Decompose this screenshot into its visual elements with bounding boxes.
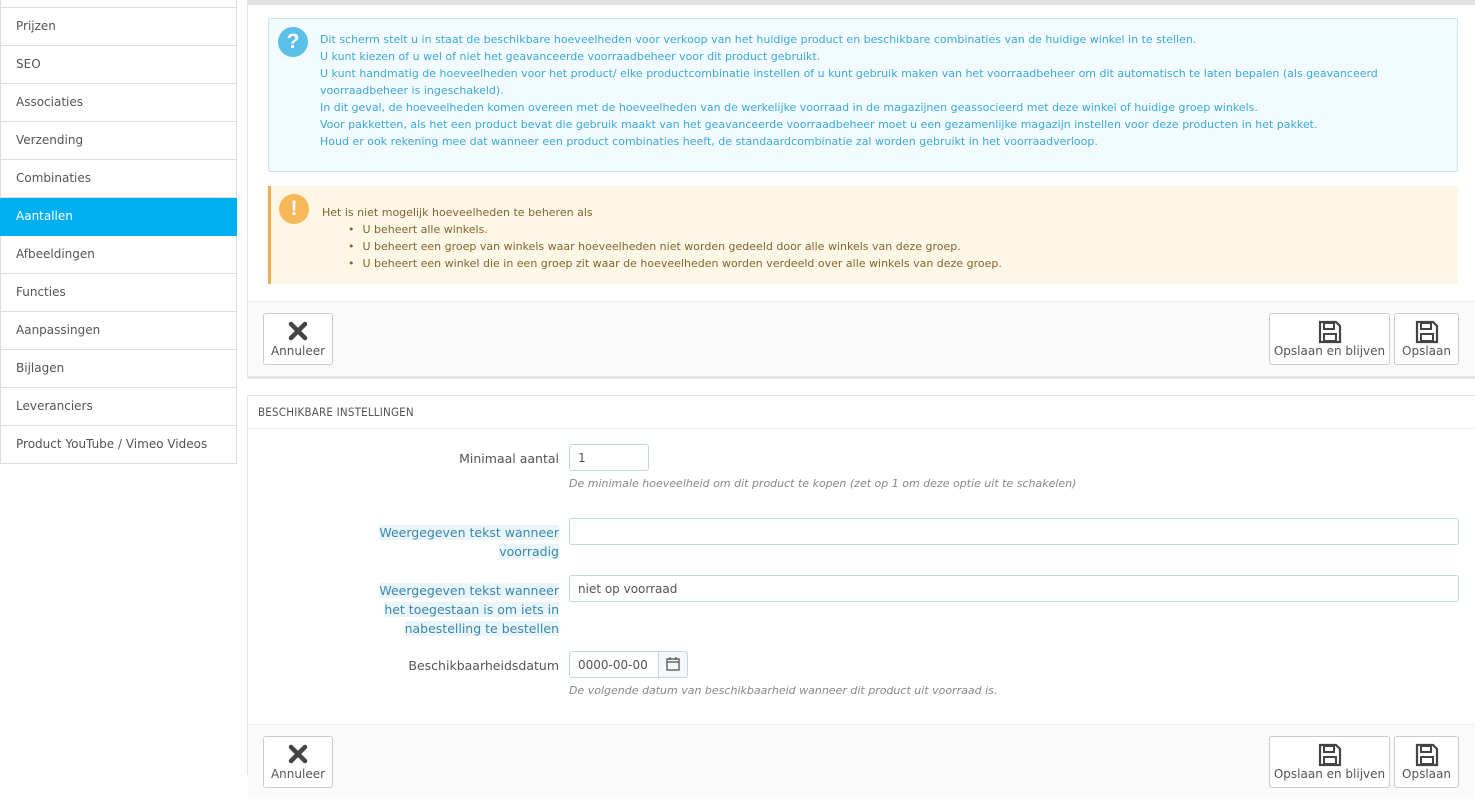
info-line: U kunt handmatig de hoeveelheden voor het product/ elke productcombinatie instellen of u kunt gebruik maken van het voorraadbeheer om dit automatisch te laten bepalen (als geavanceerd [320, 67, 1378, 80]
info-line: Houd er ook rekening mee dat wanneer een product combinaties heeft, de standaardcombinatie zal worden gebruikt in het voorraadverloop. [320, 135, 1098, 148]
backorder-label [379, 581, 559, 638]
availability-date-label: Beschikbaarheidsdatum [408, 658, 559, 673]
sidebar-item-prijzen[interactable]: Prijzen [0, 8, 237, 46]
sidebar-item-aantallen[interactable]: Aantallen [0, 198, 237, 236]
in-stock-label-line: voorradig [499, 544, 559, 559]
save-label: Opslaan [1402, 344, 1451, 358]
warning-title: Het is niet mogelijk hoeveelheden te beheren als [322, 206, 593, 219]
floppy-disk-icon [1395, 737, 1458, 767]
question-icon: ? [278, 27, 308, 57]
save-and-stay-label: Opslaan en blijven [1273, 767, 1386, 781]
floppy-disk-icon [1395, 314, 1458, 344]
quantities-panel [247, 0, 1475, 377]
save-button[interactable] [1394, 736, 1459, 788]
sidebar-item-videos[interactable]: Product YouTube / Vimeo Videos [0, 426, 237, 464]
sidebar-item-combinaties[interactable]: Combinaties [0, 160, 237, 198]
sidebar-item-seo[interactable]: SEO [0, 46, 237, 84]
save-label: Opslaan [1402, 767, 1451, 781]
calendar-icon [659, 652, 687, 677]
sidebar-item-aanpassingen[interactable]: Aanpassingen [0, 312, 237, 350]
info-line: U kunt kiezen of u wel of niet het geavanceerde voorraadbeheer voor dit product gebruikt. [320, 50, 821, 63]
warning-item: • U beheert een winkel die in een groep zit waar de hoeveelheden worden verdeeld over alle winkels van deze groep. [348, 255, 1448, 272]
sidebar-item-afbeeldingen[interactable]: Afbeeldingen [0, 236, 237, 274]
product-tabs-sidebar [0, 0, 237, 464]
in-stock-text-input[interactable] [569, 518, 1459, 545]
floppy-disk-icon [1270, 737, 1389, 767]
save-and-stay-button[interactable] [1269, 313, 1390, 365]
cancel-button[interactable] [263, 313, 333, 365]
main-content [247, 0, 1475, 781]
backorder-label-line: Weergegeven tekst wanneer [379, 583, 559, 598]
warning-item: • U beheert alle winkels. [348, 221, 1448, 238]
in-stock-label [379, 523, 559, 561]
panel-footer [248, 724, 1475, 799]
availability-settings-panel [247, 395, 1475, 781]
min-qty-help: De minimale hoeveelheid om dit product te kopen (zet op 1 om deze optie uit te schakelen) [569, 477, 1077, 490]
panel-heading: BESCHIKBARE INSTELLINGEN [248, 396, 1475, 429]
sidebar-top-edge [0, 0, 237, 8]
exclamation-icon: ! [279, 194, 309, 224]
sidebar-item-leveranciers[interactable]: Leveranciers [0, 388, 237, 426]
info-line: In dit geval, de hoeveelheden komen overeen met de hoeveelheden van de werkelijke voorraad in de magazijnen geassocieerd met deze winkel of huidige groep winkels. [320, 101, 1258, 114]
info-alert [268, 18, 1458, 172]
calendar-button[interactable] [658, 651, 688, 678]
info-line: Voor pakketten, als het een product bevat die gebruik maakt van het geavanceerde voorraadbeheer moet u een gezamenlijke magazijn instellen voor deze producten in het pakket. [320, 118, 1318, 131]
panel-footer [248, 301, 1475, 376]
availability-date-input[interactable] [569, 651, 659, 678]
in-stock-label-line: Weergegeven tekst wanneer [379, 525, 559, 540]
min-qty-input[interactable] [569, 444, 649, 471]
save-and-stay-label: Opslaan en blijven [1273, 344, 1386, 358]
availability-date-help: De volgende datum van beschikbaarheid wanneer dit product uit voorraad is. [569, 684, 998, 697]
floppy-disk-icon [1270, 314, 1389, 344]
sidebar-item-bijlagen[interactable]: Bijlagen [0, 350, 237, 388]
sidebar-item-associaties[interactable]: Associaties [0, 84, 237, 122]
cancel-button[interactable] [263, 736, 333, 788]
info-line: voorraadbeheer is ingeschakeld). [320, 84, 504, 97]
warning-alert [268, 186, 1458, 284]
warning-item: • U beheert een groep van winkels waar hoeveelheden niet worden gedeeld door alle winkels van deze groep. [348, 238, 1448, 255]
backorder-label-line: het toegestaan is om iets in [384, 602, 559, 617]
min-qty-label: Minimaal aantal [459, 451, 559, 466]
cancel-label: Annuleer [270, 767, 326, 781]
sidebar-item-verzending[interactable]: Verzending [0, 122, 237, 160]
save-button[interactable] [1394, 313, 1459, 365]
close-icon [264, 314, 332, 344]
backorder-text-input[interactable] [569, 575, 1459, 602]
cancel-label: Annuleer [270, 344, 326, 358]
info-line: Dit scherm stelt u in staat de beschikbare hoeveelheden voor verkoop van het huidige product en beschikbare combinaties van de huidige winkel in te stellen. [320, 33, 1197, 46]
close-icon [264, 737, 332, 767]
save-and-stay-button[interactable] [1269, 736, 1390, 788]
backorder-label-line: nabestelling te bestellen [404, 621, 559, 636]
warning-list [322, 221, 1448, 272]
sidebar-item-functies[interactable]: Functies [0, 274, 237, 312]
